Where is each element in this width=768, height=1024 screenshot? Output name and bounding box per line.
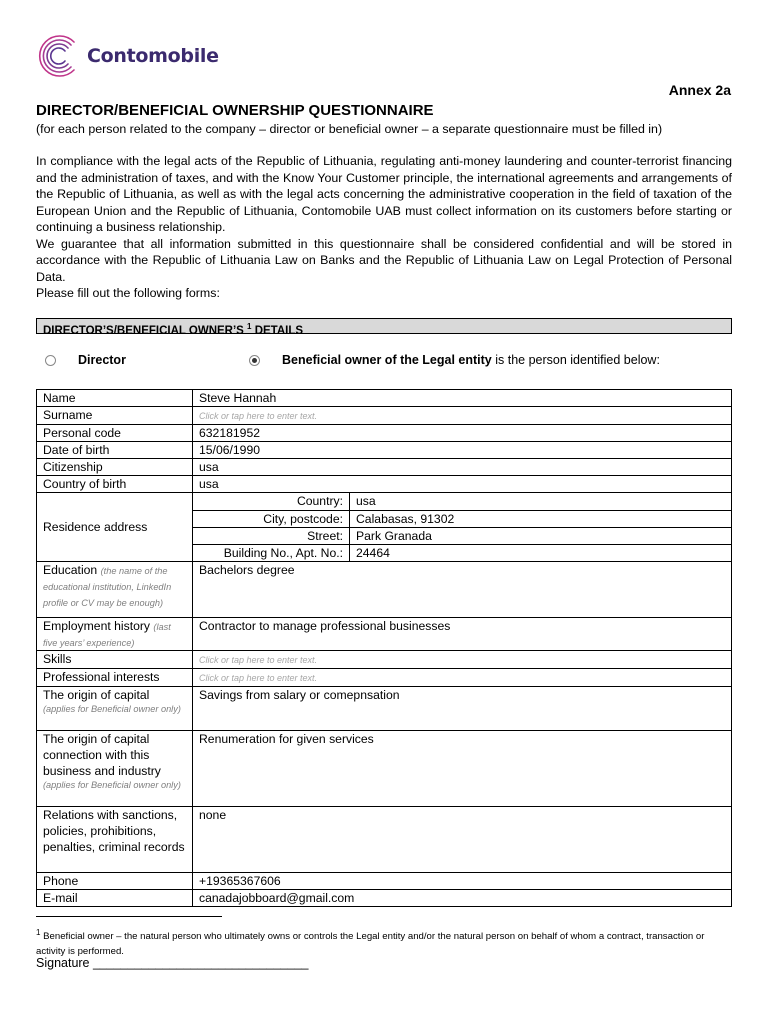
table-row xyxy=(37,561,732,617)
details-table xyxy=(36,389,732,907)
interests-label: Professional interests xyxy=(37,668,193,686)
intro-text xyxy=(36,153,732,302)
phone-label: Phone xyxy=(37,872,193,889)
surname-placeholder: Click or tap here to enter text. xyxy=(199,411,318,421)
interests-placeholder: Click or tap here to enter text. xyxy=(199,672,318,683)
company-logo xyxy=(34,32,219,80)
annex-label: Annex 2a xyxy=(668,82,731,98)
footnote xyxy=(36,925,732,959)
intro-paragraph: Please fill out the following forms: xyxy=(36,286,220,300)
employment-field[interactable]: Contractor to manage professional businesses xyxy=(193,617,732,650)
table-row xyxy=(37,390,732,407)
personal-code-label: Personal code xyxy=(37,425,193,442)
table-row xyxy=(37,872,732,889)
page-subtitle: (for each person related to the company – director or beneficial owner – a separate questionnaire must be filled in) xyxy=(36,122,663,136)
owner-suffix: is the person identified below: xyxy=(491,353,660,367)
address-row xyxy=(193,527,731,544)
table-row xyxy=(37,493,732,562)
signature-line[interactable]: Signature _______________________________ xyxy=(36,956,309,970)
address-table xyxy=(193,493,731,561)
owner-option[interactable] xyxy=(249,353,660,367)
email-field[interactable]: canadajobboard@gmail.com xyxy=(193,889,732,906)
section-title: DIRECTOR’S/BENEFICIAL OWNER’S xyxy=(43,324,244,337)
email-label: E-mail xyxy=(37,889,193,906)
table-row xyxy=(37,730,732,806)
country-field[interactable]: usa xyxy=(356,494,376,508)
table-row xyxy=(37,425,732,442)
dob-label: Date of birth xyxy=(37,442,193,459)
employment-note: (last five years’ experience) xyxy=(43,621,171,648)
city-field[interactable]: Calabasas, 91302 xyxy=(356,511,455,526)
education-label-cell xyxy=(37,561,193,617)
residence-cell xyxy=(193,493,732,562)
relations-field[interactable]: none xyxy=(193,806,732,872)
origin-capital-field[interactable]: Savings from salary or comepnsation xyxy=(193,686,732,730)
owner-label: Beneficial owner of the Legal entity xyxy=(282,353,492,367)
dob-field[interactable]: 15/06/1990 xyxy=(193,442,732,459)
education-field[interactable]: Bachelors degree xyxy=(193,561,732,617)
footnote-mark: 1 xyxy=(36,928,41,937)
footnote-text: Beneficial owner – the natural person who ultimately owns or controls the Legal entity and/or the natural person on behalf of whom a contract, transaction or activity is performed. xyxy=(36,931,705,958)
origin-capital-note: (applies for Beneficial owner only) xyxy=(43,703,181,714)
address-row xyxy=(193,493,731,510)
brand-name: Contomobile xyxy=(87,45,219,67)
origin-connection-note: (applies for Beneficial owner only) xyxy=(43,779,181,790)
interests-field[interactable] xyxy=(193,668,732,686)
contomobile-logo-icon xyxy=(34,32,82,80)
residence-label: Residence address xyxy=(37,493,193,562)
table-row xyxy=(37,617,732,650)
education-label: Education xyxy=(43,562,98,577)
section-header xyxy=(36,318,732,337)
footnote-ref: 1 xyxy=(247,322,252,331)
name-field[interactable]: Steve Hannah xyxy=(193,390,732,407)
origin-capital-label: The origin of capital xyxy=(43,687,150,702)
surname-field[interactable] xyxy=(193,407,732,425)
country-of-birth-label: Country of birth xyxy=(37,476,193,493)
relations-label: Relations with sanctions, policies, prohibitions, penalties, criminal records xyxy=(37,806,193,872)
skills-placeholder: Click or tap here to enter text. xyxy=(199,654,318,665)
address-row xyxy=(193,544,731,561)
director-label: Director xyxy=(78,353,126,367)
address-row xyxy=(193,510,731,527)
street-label: Street: xyxy=(193,527,350,544)
table-row xyxy=(37,668,732,686)
skills-field[interactable] xyxy=(193,650,732,668)
table-row xyxy=(37,650,732,668)
intro-paragraph: We guarantee that all information submitted in this questionnaire shall be considered confidential and will be stored in accordance with the Republic of Lithuania Law on Banks and the Republic of Lithuania Law on Legal Protection of Personal Data. xyxy=(36,236,732,284)
name-label: Name xyxy=(37,390,193,407)
table-row xyxy=(37,686,732,730)
citizenship-label: Citizenship xyxy=(37,459,193,476)
citizenship-field[interactable]: usa xyxy=(193,459,732,476)
education-note: (the name of the educational institution, LinkedIn profile or CV may be enough) xyxy=(43,565,172,608)
director-option[interactable] xyxy=(45,353,126,367)
origin-connection-label: The origin of capital connection with this business and industry xyxy=(43,731,161,778)
table-row xyxy=(37,806,732,872)
country-of-birth-field[interactable]: usa xyxy=(193,476,732,493)
owner-radio[interactable] xyxy=(249,355,260,366)
table-row xyxy=(37,459,732,476)
page-title: DIRECTOR/BENEFICIAL OWNERSHIP QUESTIONNAIRE xyxy=(36,102,434,119)
surname-label: Surname xyxy=(37,407,193,425)
city-label: City, postcode: xyxy=(193,510,350,527)
phone-field[interactable]: +19365367606 xyxy=(193,872,732,889)
skills-label: Skills xyxy=(37,650,193,668)
building-label: Building No., Apt. No.: xyxy=(193,544,350,561)
employment-label: Employment history xyxy=(43,618,151,633)
street-field[interactable]: Park Granada xyxy=(356,528,432,543)
intro-paragraph: In compliance with the legal acts of the Republic of Lithuania, regulating anti-money laundering and counter-terrorist financing and the administration of taxes, and with the Know Your Customer principle, the international agreements and arrangements of the Republic of Lithuania, as well as with the legal acts concerning the administrative cooperation in the field of taxation of the European Union and the Republic of Lithuania, Contomobile UAB must collect information on its customers before starting or continuing a business relationship. xyxy=(36,154,732,234)
footnote-divider xyxy=(36,916,222,917)
building-field[interactable]: 24464 xyxy=(356,545,390,560)
employment-label-cell xyxy=(37,617,193,650)
table-row xyxy=(37,407,732,425)
origin-connection-label-cell xyxy=(37,730,193,806)
table-row xyxy=(37,476,732,493)
table-row xyxy=(37,889,732,906)
table-row xyxy=(37,442,732,459)
country-label: Country: xyxy=(193,493,350,510)
personal-code-field[interactable]: 632181952 xyxy=(193,425,732,442)
director-radio[interactable] xyxy=(45,355,56,366)
origin-connection-field[interactable]: Renumeration for given services xyxy=(193,730,732,806)
section-title-suffix: DETAILS xyxy=(251,324,304,337)
origin-capital-label-cell xyxy=(37,686,193,730)
